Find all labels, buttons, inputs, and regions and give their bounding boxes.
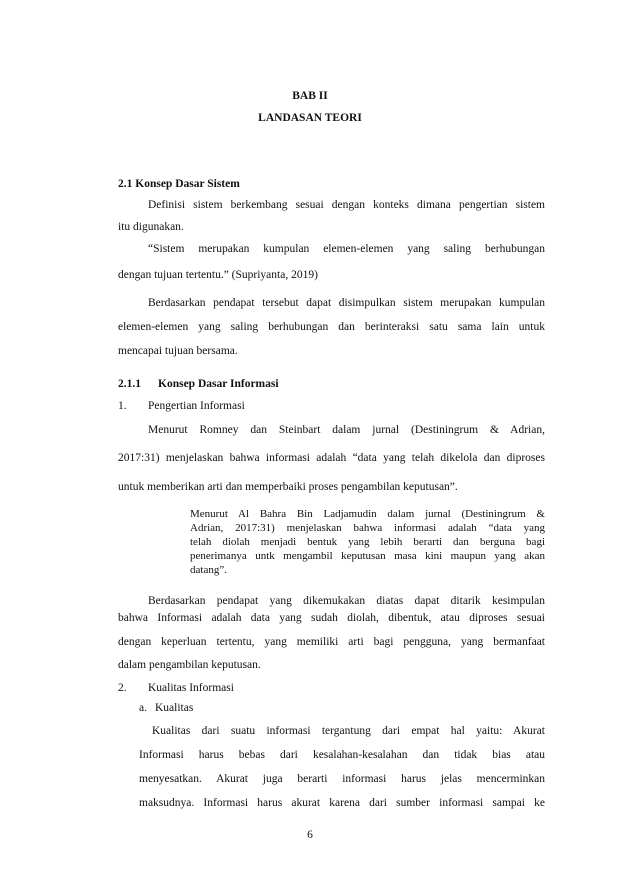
- block-quote-line: datang”.: [190, 564, 227, 576]
- paragraph-line: dalam pengambilan keputusan.: [118, 659, 261, 671]
- section-heading-2-1-1: Konsep Dasar Informasi: [158, 378, 279, 390]
- paragraph-line: Informasi harus bebas dari kesalahan-kesalahan dan tidak bias atau: [139, 749, 545, 761]
- list-number: 2.: [118, 682, 127, 694]
- paragraph-line: Berdasarkan pendapat tersebut dapat disimpulkan sistem merupakan kumpulan: [148, 297, 545, 309]
- quote-line: dengan tujuan tertentu.” (Supriyanta, 2019): [118, 269, 318, 281]
- section-heading-2-1: 2.1 Konsep Dasar Sistem: [118, 178, 240, 190]
- paragraph-line: Kualitas dari suatu informasi tergantung dari empat hal yaitu: Akurat: [152, 725, 545, 737]
- paragraph-line: 2017:31) menjelaskan bahwa informasi adalah “data yang telah dikelola dan diproses: [118, 452, 545, 464]
- block-quote-line: telah diolah menjadi bentuk yang lebih berarti dan berguna bagi: [190, 536, 545, 548]
- page-number: 6: [307, 829, 313, 841]
- sub-list-letter: a.: [139, 702, 147, 714]
- paragraph-line: Menurut Romney dan Steinbart dalam jurnal (Destiningrum & Adrian,: [148, 424, 545, 436]
- sub-list-label: Kualitas: [155, 702, 194, 714]
- block-quote-line: penerimanya untk mengambil keputusan masa kini maupun yang akan: [190, 550, 545, 562]
- paragraph-line: maksudnya. Informasi harus akurat karena dari sumber informasi sampai ke: [139, 797, 545, 809]
- paragraph-line: itu digunakan.: [118, 221, 184, 233]
- block-quote-line: Adrian, 2017:31) menjelaskan bahwa informasi adalah “data yang: [190, 522, 545, 534]
- list-item-label: Kualitas Informasi: [148, 682, 234, 694]
- chapter-number: BAB II: [292, 90, 328, 102]
- list-number: 1.: [118, 400, 127, 412]
- section-number-2-1-1: 2.1.1: [118, 378, 141, 390]
- paragraph-line: Definisi sistem berkembang sesuai dengan konteks dimana pengertian sistem: [148, 199, 545, 211]
- paragraph-line: bahwa Informasi adalah data yang sudah diolah, dibentuk, atau diproses sesuai: [118, 612, 545, 624]
- list-item-label: Pengertian Informasi: [148, 400, 245, 412]
- paragraph-line: menyesatkan. Akurat juga berarti informasi harus jelas mencerminkan: [139, 773, 545, 785]
- paragraph-line: elemen-elemen yang saling berhubungan dan berinteraksi satu sama lain untuk: [118, 321, 545, 333]
- block-quote-line: Menurut Al Bahra Bin Ladjamudin dalam jurnal (Destiningrum &: [190, 508, 545, 520]
- paragraph-line: dengan keperluan tertentu, yang memiliki arti bagi pengguna, yang bermanfaat: [118, 636, 545, 648]
- paragraph-line: mencapai tujuan bersama.: [118, 345, 238, 357]
- quote-line: “Sistem merupakan kumpulan elemen-elemen yang saling berhubungan: [148, 243, 545, 255]
- paragraph-line: untuk memberikan arti dan memperbaiki proses pengambilan keputusan”.: [118, 481, 458, 493]
- paragraph-line: Berdasarkan pendapat yang dikemukakan diatas dapat ditarik kesimpulan: [148, 595, 545, 607]
- chapter-title: LANDASAN TEORI: [258, 112, 362, 124]
